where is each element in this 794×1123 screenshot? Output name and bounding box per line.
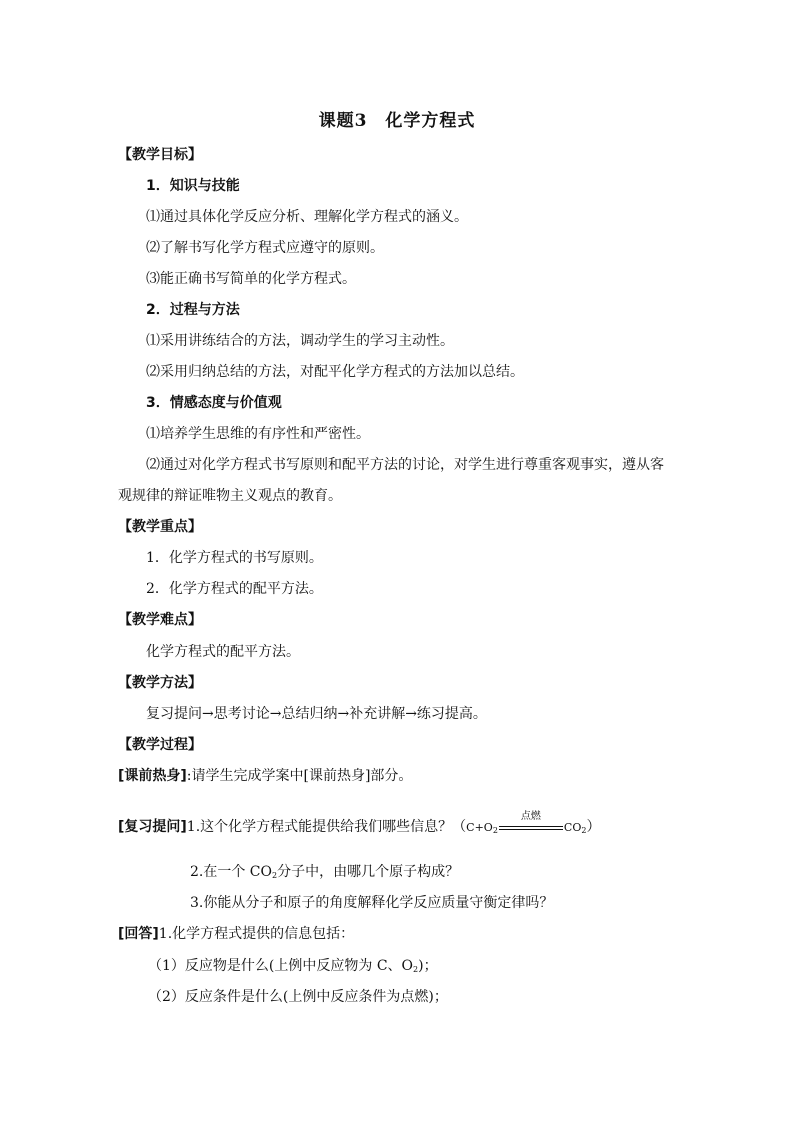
review-q2-part-b: 分子中，由哪几个原子构成？ (277, 864, 460, 880)
answer-text: 1.化学方程式提供的信息包括： (158, 926, 355, 942)
goals-section-2-title: 2．过程与方法 (146, 302, 240, 318)
chemical-equation (466, 811, 587, 840)
review-q1-text: 1.这个化学方程式能提供给我们哪些信息？（ (186, 819, 467, 835)
goals-s3-item-2-cont: 观规律的辩证唯物主义观点的教育。 (118, 488, 342, 504)
eq-equals-line-bottom (499, 829, 563, 830)
eq-reaction-arrow (499, 811, 563, 835)
warmup-line (118, 767, 412, 785)
eq-equals-line-top (499, 826, 563, 827)
warmup-tag: [课前热身] (118, 768, 187, 784)
review-question-2 (190, 863, 459, 885)
answer-line (118, 925, 354, 943)
goals-s3-item-1: ⑴培养学生思维的有序性和严密性。 (146, 426, 370, 442)
review-q2-part-a: 2.在一个 CO (190, 864, 272, 880)
eq-product-subscript: 2 (581, 826, 587, 835)
goals-s2-item-1: ⑴采用讲练结合的方法，调动学生的学习主动性。 (146, 333, 454, 349)
key-point-1: 1．化学方程式的书写原则。 (146, 550, 323, 566)
eq-close-paren: ） (586, 819, 601, 835)
review-question-3: 3.你能从分子和原子的角度解释化学反应质量守衡定律吗？ (190, 895, 554, 911)
goals-s2-item-2: ⑵采用归纳总结的方法，对配平化学方程式的方法加以总结。 (146, 364, 524, 380)
answer-item-1 (148, 957, 438, 979)
method-heading: 【教学方法】 (118, 675, 202, 691)
answer-item-1-subscript: 2 (413, 965, 419, 974)
goals-s1-item-1: ⑴通过具体化学反应分析、理解化学方程式的涵义。 (146, 209, 468, 225)
review-question-1 (118, 811, 601, 840)
warmup-text: :请学生完成学案中[课前热身]部分。 (186, 768, 413, 784)
key-points-heading: 【教学重点】 (118, 519, 202, 535)
key-point-2: 2．化学方程式的配平方法。 (146, 581, 323, 597)
difficulty-text: 化学方程式的配平方法。 (146, 644, 300, 660)
answer-item-1-part-b: )； (418, 958, 438, 974)
page-title: 课题3 化学方程式 (318, 111, 476, 131)
goals-heading: 【教学目标】 (118, 147, 202, 163)
goals-s1-item-3: ⑶能正确书写简单的化学方程式。 (146, 271, 356, 287)
eq-reactant-subscript: 2 (492, 826, 498, 835)
eq-condition: 点燃 (520, 811, 541, 822)
answer-item-1-part-a: （1）反应物是什么(上例中反应物为 C、O (148, 958, 414, 974)
process-heading: 【教学过程】 (118, 737, 202, 753)
goals-s1-item-2: ⑵了解书写化学方程式应遵守的原则。 (146, 240, 384, 256)
answer-tag: [回答] (118, 926, 159, 942)
goals-section-3-title: 3．情感态度与价值观 (146, 395, 282, 411)
eq-reactants: C+O (466, 821, 493, 834)
method-text: 复习提问→思考讨论→总结归纳→补充讲解→练习提高。 (146, 706, 487, 722)
goals-section-1-title: 1．知识与技能 (146, 178, 240, 194)
review-tag: [复习提问] (118, 819, 187, 835)
eq-product: CO (563, 821, 582, 834)
goals-s3-item-2: ⑵通过对化学方程式书写原则和配平方法的讨论，对学生进行尊重客观事实，遵从客 (146, 457, 664, 473)
review-q2-subscript: 2 (272, 871, 278, 880)
answer-item-2: （2）反应条件是什么(上例中反应条件为点燃)； (148, 989, 448, 1005)
difficulty-heading: 【教学难点】 (118, 612, 202, 628)
